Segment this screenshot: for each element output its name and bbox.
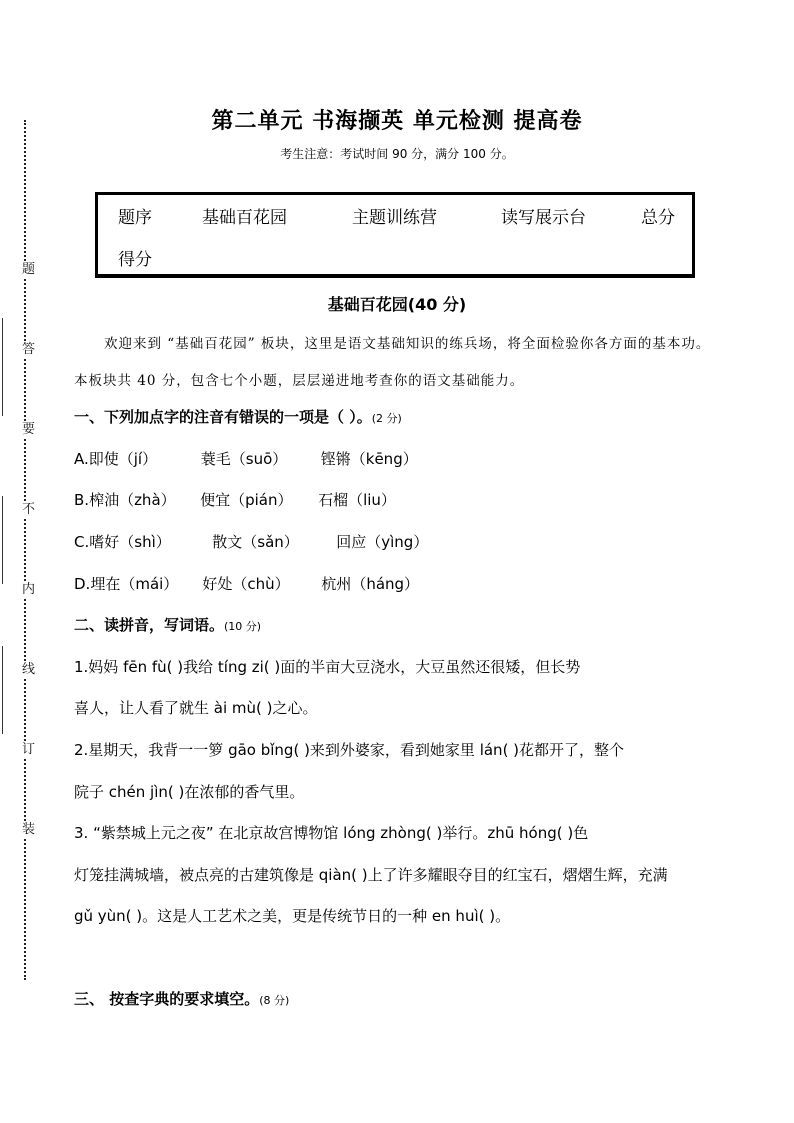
option-item: 散文（sǎn） — [212, 533, 299, 551]
binding-mark — [2, 318, 3, 416]
option-item: 蓑毛（suō） — [200, 450, 288, 468]
option-item: 便宜（pián） — [200, 491, 293, 509]
score-row-label: 得分 — [118, 250, 152, 270]
binding-mark — [2, 646, 3, 734]
question-text: 三、 按查字典的要求填空。 — [74, 990, 260, 1008]
option-item: 好处（chù） — [202, 575, 290, 593]
question-2-line: gǔ yùn( )。这是人工艺术之美，更是传统节日的一种 en huì( )。 — [74, 907, 511, 925]
binding-char: 线 — [22, 662, 36, 677]
question-2-line: 喜人，让人看了就生 ài mù( )之心。 — [74, 699, 318, 717]
question-2-line: 灯笼挂满城墙，被点亮的古建筑像是 qiàn( )上了许多耀眼夺目的红宝石，熠熠生辉，充满 — [74, 866, 668, 884]
option-item: 铿锵（kēng） — [320, 450, 418, 468]
page-title: 第二单元 书海撷英 单元检测 提高卷 — [211, 109, 583, 134]
section-intro: 欢迎来到 “基础百花园” 板块，这里是语文基础知识的练兵场，将全面检验你各方面的基本功。本板块共 40 分，包含七个小题，层层递进地考查你的语文基础能力。 — [74, 336, 711, 389]
binding-char: 答 — [22, 342, 36, 357]
question-2-line: 3. “紫禁城上元之夜” 在北京故宫博物馆 lóng zhòng( )举行。zhū hóng( )色 — [74, 824, 589, 842]
binding-char: 内 — [22, 582, 36, 597]
binding-char: 题 — [22, 262, 36, 277]
binding-char: 要 — [22, 422, 36, 437]
option-d[interactable] — [74, 574, 419, 594]
score-table-header: 题序 — [118, 208, 152, 228]
score-table-header: 基础百花园 — [202, 208, 287, 228]
binding-mark — [2, 496, 3, 584]
option-item: 埋在（mái） — [90, 575, 179, 593]
option-a[interactable] — [74, 449, 418, 469]
score-table-header: 读写展示台 — [501, 208, 586, 228]
score-table — [95, 192, 695, 278]
question-2-line: 2.星期天，我背一一箩 gāo bǐng( )来到外婆家，看到她家里 lán( )花都开了，整个 — [74, 741, 625, 759]
binding-char: 装 — [22, 822, 36, 837]
question-2-line: 1.妈妈 fēn fù( )我给 tíng zi( )面的半亩大豆浇水，大豆虽然还很矮，但长势 — [74, 658, 581, 676]
exam-notice: 考生注意：考试时间 90 分，满分 100 分。 — [280, 147, 514, 161]
question-points: (2 分) — [371, 412, 402, 425]
option-label: D. — [74, 575, 91, 593]
option-label: A. — [74, 450, 89, 468]
question-points: (10 分) — [224, 620, 262, 633]
score-table-header: 总分 — [641, 208, 675, 228]
binding-char: 订 — [22, 742, 36, 757]
question-points: (8 分) — [259, 994, 290, 1007]
question-2-heading — [74, 615, 261, 637]
option-c[interactable] — [74, 532, 428, 552]
question-text: 一、下列加点字的注音有错误的一项是（ ）。 — [74, 408, 372, 426]
option-label: B. — [74, 491, 90, 509]
score-table-header: 主题训练营 — [352, 208, 437, 228]
option-b[interactable] — [74, 490, 396, 510]
option-item: 嗜好（shì） — [89, 533, 171, 551]
question-3-heading — [74, 989, 289, 1011]
section-title: 基础百花园(40 分) — [327, 295, 467, 314]
option-item: 石榴（liu） — [318, 491, 396, 509]
option-item: 杭州（háng） — [321, 575, 420, 593]
option-label: C. — [74, 533, 90, 551]
question-text: 二、读拼音，写词语。 — [74, 616, 225, 634]
binding-dotted-line — [24, 120, 26, 980]
question-1-heading — [74, 407, 402, 429]
option-item: 即使（jí） — [88, 450, 158, 468]
option-item: 榨油（zhà） — [89, 491, 176, 509]
question-2-line: 院子 chén jìn( )在浓郁的香气里。 — [74, 783, 305, 801]
binding-char: 不 — [22, 502, 36, 517]
option-item: 回应（yìng） — [336, 533, 429, 551]
